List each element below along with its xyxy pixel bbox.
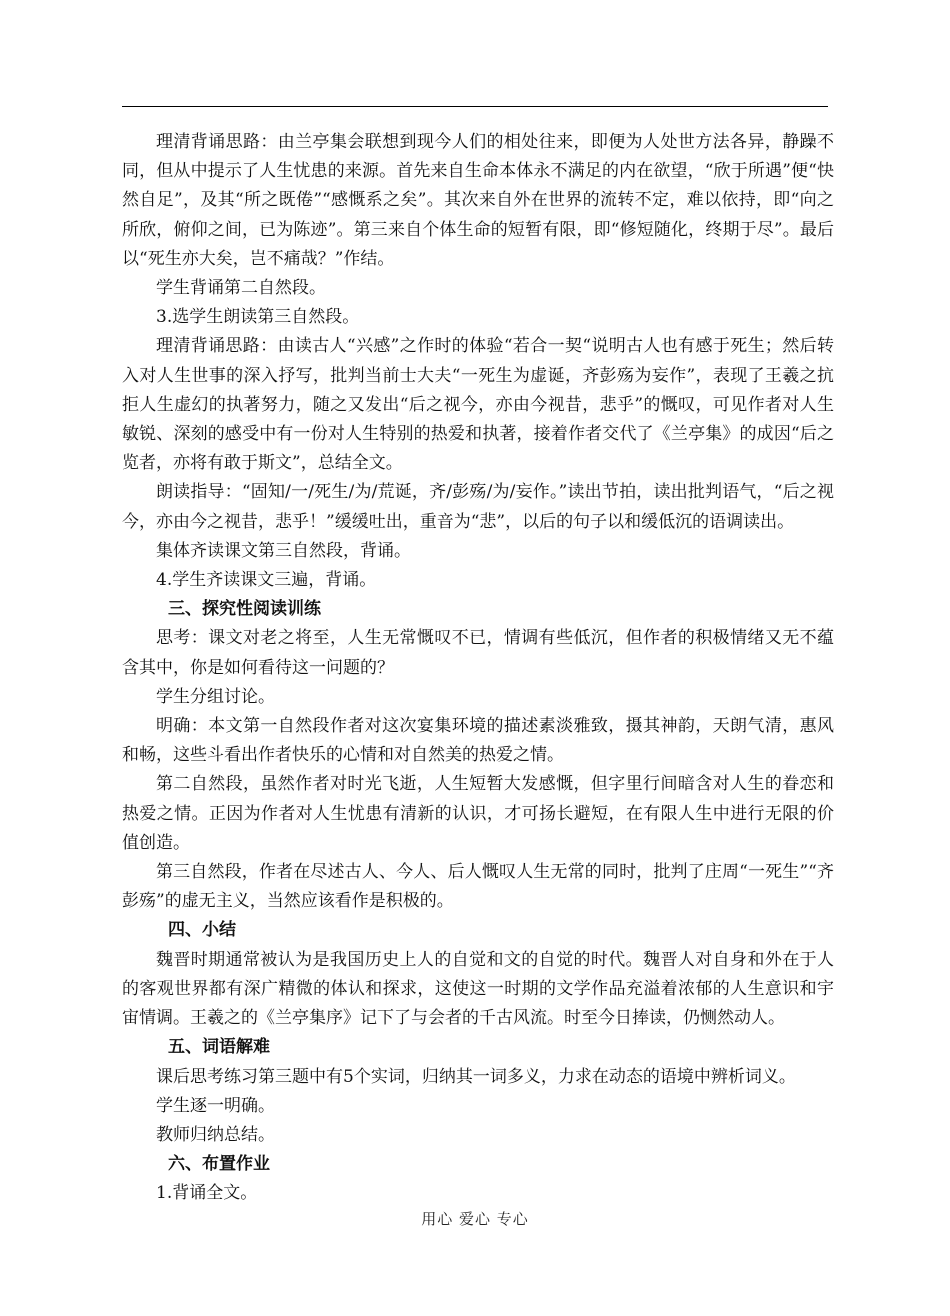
paragraph-recite-second: 学生背诵第二自然段。	[156, 278, 326, 299]
section-heading-5: 五、词语解难	[168, 1037, 270, 1058]
page-footer: 用心 爱心 专心	[421, 1210, 529, 1228]
paragraph-group-discussion: 学生分组讨论。	[156, 686, 275, 707]
document-body	[122, 128, 834, 1209]
paragraph-students-clarify: 学生逐一明确。	[156, 1095, 275, 1116]
paragraph-homework-1: 1.背诵全文。	[156, 1183, 258, 1204]
paragraph-recitation-approach-2: 理清背诵思路：由兰亭集会联想到现今人们的相处往来，即便为人处世方法各异，静躁不同，但从中提示了人生忧患的来源。首先来自生命本体永不满足的内在欲望，“欣于所遇”便“快然自足”，及其“所之既倦”“感慨系之矣”。其次来自外在世界的流转不定，难以依持，即“向之所欣，俯仰之间，已为陈迹”。第三来自个体生命的短暂有限，即“修短随化，终期于尽”。最后以“死生亦大矣，岂不痛哉？”作结。	[122, 132, 834, 269]
section-heading-3: 三、探究性阅读训练	[168, 599, 321, 620]
paragraph-clarification: 明确：本文第一自然段作者对这次宴集环境的描述素淡雅致，摄其神韵，天朗气清，惠风和畅，这些斗看出作者快乐的心情和对自然美的热爱之情。	[122, 716, 834, 766]
paragraph-second-section: 第二自然段，虽然作者对时光飞逝，人生短暂大发感慨，但字里行间暗含对人生的眷恋和热爱之情。正因为作者对人生忧患有清新的认识，才可扬长避短，在有限人生中进行无限的价值创造。	[122, 774, 834, 853]
paragraph-thinking: 思考：课文对老之将至，人生无常慨叹不已，情调有些低沉，但作者的积极情绪又无不蕴含其中，你是如何看待这一问题的？	[122, 628, 834, 678]
paragraph-recitation-approach-3: 理清背诵思路：由读古人“兴感”之作时的体验“若合一契“说明古人也有感于死生；然后转入对人生世事的深入抒写，批判当前士大夫“一死生为虚诞，齐彭殇为妄作”，表现了王羲之抗拒人生虚幻的执著努力，随之又发出“后之视今，亦由今视昔，悲乎”的慨叹，可见作者对人生敏锐、深刻的感受中有一份对人生特别的热爱和执著，接着作者交代了《兰亭集》的成因“后之览者，亦将有敢于斯文”，总结全文。	[122, 336, 834, 474]
paragraph-step-3: 3.选学生朗读第三自然段。	[156, 307, 360, 328]
header-rule	[122, 106, 828, 107]
paragraph-vocabulary: 课后思考练习第三题中有5个实词，归纳其一词多义，力求在动态的语境中辨析词义。	[156, 1066, 796, 1087]
paragraph-summary: 魏晋时期通常被认为是我国历史上人的自觉和文的自觉的时代。魏晋人对自身和外在于人的客观世界都有深广精微的体认和探求，这使这一时期的文学作品充溢着浓郁的人生意识和宇宙情调。王羲之的《兰亭集序》记下了与会者的千古风流。时至今日捧读，仍恻然动人。	[122, 949, 834, 1029]
paragraph-group-reading: 集体齐读课文第三自然段，背诵。	[156, 540, 411, 561]
paragraph-teacher-summary: 教师归纳总结。	[156, 1124, 275, 1145]
paragraph-step-4: 4.学生齐读课文三遍，背诵。	[156, 570, 377, 591]
paragraph-third-section: 第三自然段，作者在尽述古人、今人、后人慨叹人生无常的同时，批判了庄周“一死生”“齐彭殇”的虚无主义，当然应该看作是积极的。	[122, 862, 834, 912]
section-heading-4: 四、小结	[168, 920, 236, 941]
paragraph-reading-guidance: 朗读指导：“固知/一/死生/为/荒诞，齐/彭殇/为/妄作。”读出节拍，读出批判语气，“后之视今，亦由今之视昔，悲乎！”缓缓吐出，重音为“悲”，以后的句子以和缓低沉的语调读出。	[122, 482, 834, 532]
section-heading-6: 六、布置作业	[168, 1154, 270, 1175]
